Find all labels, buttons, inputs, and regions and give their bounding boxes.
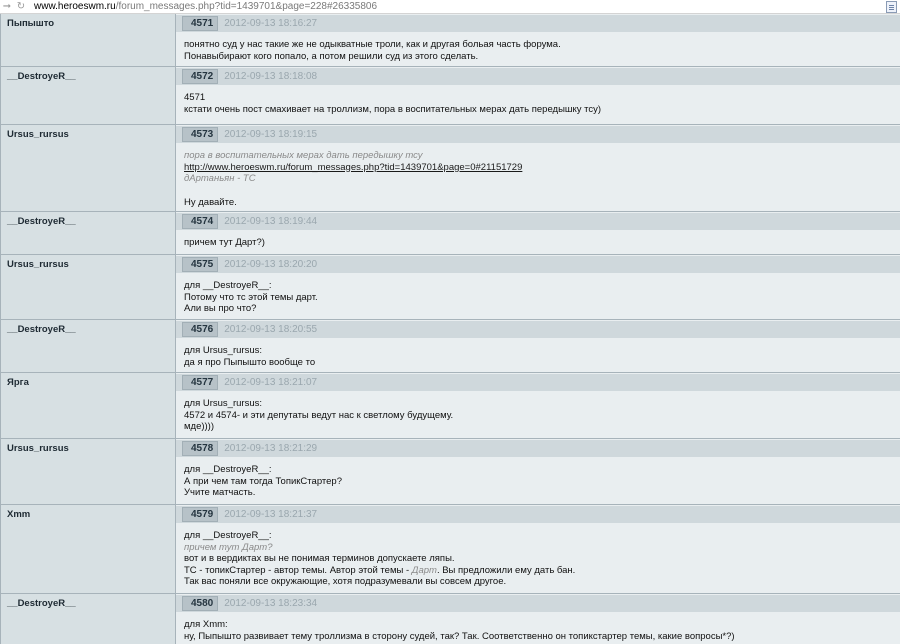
quote-text: пора в воспитательных мерах дать передышку тсу	[184, 150, 423, 161]
author-cell	[1, 67, 176, 124]
post-text: Али вы про что?	[184, 303, 257, 314]
arrow-right-icon[interactable]: ➞	[2, 1, 12, 12]
reload-icon[interactable]: ↻	[16, 1, 26, 12]
post-text: да я про Пыпышто вообще то	[184, 356, 316, 368]
post-number[interactable]: 4573	[182, 127, 218, 142]
forum-post	[1, 255, 900, 320]
post-date: 2012-09-13 18:23:34	[224, 598, 318, 609]
author-cell	[1, 255, 176, 319]
message-cell	[176, 439, 900, 504]
post-date: 2012-09-13 18:21:07	[224, 377, 318, 388]
post-body	[176, 612, 900, 644]
post-text: 4572 и 4574- и эти депутаты ведут нас к светлому будущему.	[184, 409, 454, 421]
post-text: Так вас поняли все окружающие, хотя подразумевали вы совсем другое.	[184, 576, 507, 587]
post-number[interactable]: 4579	[182, 507, 218, 522]
quote-text: причем тут Дарт?	[184, 541, 273, 553]
author-name[interactable]: Ярга	[7, 377, 29, 388]
post-body	[176, 230, 900, 255]
post-text-part: . Вы предложили ему дать бан.	[436, 564, 576, 576]
post-text: кстати очень пост смахивает на троллизм, пора в воспитательных мерах дать передышку тсу)	[184, 103, 602, 115]
author-name[interactable]: Ursus_rursus	[7, 129, 69, 140]
author-name[interactable]: __DestroyeR__	[7, 216, 76, 227]
post-text: Учите матчасть.	[184, 487, 256, 498]
post-header	[176, 256, 900, 273]
browser-toolbar	[0, 0, 900, 14]
post-text: для Хmm:	[184, 619, 228, 630]
post-text: ну, Пыпышто развивает тему троллизма в сторону судей, так? Так. Соответственно он топикстартер темы, какие вопросы*?)	[184, 630, 735, 642]
author-cell	[1, 212, 176, 254]
message-cell	[176, 125, 900, 211]
post-header	[176, 595, 900, 612]
post-date: 2012-09-13 18:19:15	[224, 129, 318, 140]
author-name[interactable]: Ursus_rursus	[7, 443, 69, 454]
post-number[interactable]: 4575	[182, 257, 218, 272]
author-name[interactable]: Хmm	[7, 509, 31, 520]
message-cell	[176, 320, 900, 372]
post-body	[176, 391, 900, 439]
author-name[interactable]: Ursus_rursus	[7, 259, 69, 270]
post-text-part: ТС - топикСтартер - автор темы. Автор этой темы -	[184, 564, 412, 576]
post-body	[176, 85, 900, 121]
author-name[interactable]: Пыпышто	[7, 18, 55, 29]
post-header	[176, 68, 900, 85]
post-text: Потому что тс этой темы дарт.	[184, 291, 318, 303]
url-path: /forum_messages.php?tid=1439701&page=228#26335806	[115, 1, 378, 12]
author-name[interactable]: __DestroyeR__	[7, 324, 76, 335]
forum-post	[1, 14, 900, 67]
post-text: для __DestroyeR__:	[184, 280, 272, 291]
message-cell	[176, 373, 900, 438]
post-text: для Ursus_rursus:	[184, 345, 262, 356]
message-cell	[176, 14, 900, 66]
post-text: понятно суд у нас такие же не одыкватные троли, как и другая больая часть форума.	[184, 39, 561, 50]
post-text: для __DestroyeR__:	[184, 530, 272, 541]
message-cell	[176, 212, 900, 254]
post-body	[176, 273, 900, 321]
post-text: А при чем там тогда ТопикСтартер?	[184, 475, 342, 487]
post-body	[176, 32, 900, 68]
url-host: www.heroeswm.ru	[34, 1, 116, 12]
post-header	[176, 374, 900, 391]
forum-post	[1, 373, 900, 439]
author-cell	[1, 373, 176, 438]
post-number[interactable]: 4574	[182, 214, 218, 229]
post-header	[176, 440, 900, 457]
message-cell	[176, 255, 900, 319]
author-cell	[1, 439, 176, 504]
post-text: Ну давайте.	[184, 196, 237, 208]
post-header	[176, 126, 900, 143]
post-number[interactable]: 4571	[182, 16, 218, 31]
author-cell	[1, 505, 176, 593]
author-name[interactable]: __DestroyeR__	[7, 71, 76, 82]
author-cell	[1, 125, 176, 211]
address-bar[interactable]	[34, 1, 377, 12]
post-header	[176, 506, 900, 523]
forum-post	[1, 67, 900, 125]
post-text: причем тут Дарт?)	[184, 237, 265, 248]
forum-post	[1, 212, 900, 255]
post-text: Понавыбирают кого попало, а потом решили суд из этого сделать.	[184, 50, 479, 62]
post-text: 4571	[184, 92, 206, 103]
post-text-italic: Дарт	[411, 564, 437, 576]
post-date: 2012-09-13 18:20:55	[224, 324, 318, 335]
author-cell	[1, 594, 176, 644]
author-name[interactable]: __DestroyeR__	[7, 598, 76, 609]
forum-thread	[0, 14, 900, 644]
post-header	[176, 321, 900, 338]
post-body	[176, 143, 900, 214]
post-text: для __DestroyeR__:	[184, 464, 272, 475]
post-text	[184, 565, 892, 577]
post-number[interactable]: 4572	[182, 69, 218, 84]
quote-author: дАртаньян - ТС	[184, 173, 256, 184]
forum-post	[1, 594, 900, 644]
post-body	[176, 457, 900, 505]
forum-post	[1, 125, 900, 212]
post-date: 2012-09-13 18:21:37	[224, 509, 318, 520]
post-header	[176, 15, 900, 32]
forum-post	[1, 505, 900, 594]
post-body	[176, 523, 900, 594]
post-header	[176, 213, 900, 230]
message-cell	[176, 67, 900, 124]
post-number[interactable]: 4578	[182, 441, 218, 456]
post-number[interactable]: 4576	[182, 322, 218, 337]
post-date: 2012-09-13 18:18:08	[224, 71, 318, 82]
author-cell	[1, 320, 176, 372]
message-cell	[176, 505, 900, 593]
page-icon[interactable]	[886, 1, 897, 13]
forum-post	[1, 320, 900, 373]
post-date: 2012-09-13 18:20:20	[224, 259, 318, 270]
author-cell	[1, 14, 176, 66]
quote-link[interactable]: http://www.heroeswm.ru/forum_messages.php?tid=1439701&page=0#21151729	[184, 161, 523, 173]
post-text: для Ursus_rursus:	[184, 398, 262, 409]
message-cell	[176, 594, 900, 644]
post-date: 2012-09-13 18:16:27	[224, 18, 318, 29]
post-body	[176, 338, 900, 374]
post-text: мде))))	[184, 421, 215, 432]
post-date: 2012-09-13 18:21:29	[224, 443, 318, 454]
post-date: 2012-09-13 18:19:44	[224, 216, 318, 227]
post-number[interactable]: 4580	[182, 596, 218, 611]
forum-post	[1, 439, 900, 505]
post-number[interactable]: 4577	[182, 375, 218, 390]
post-text: вот и в вердиктах вы не понимая терминов допускаете ляпы.	[184, 553, 455, 564]
